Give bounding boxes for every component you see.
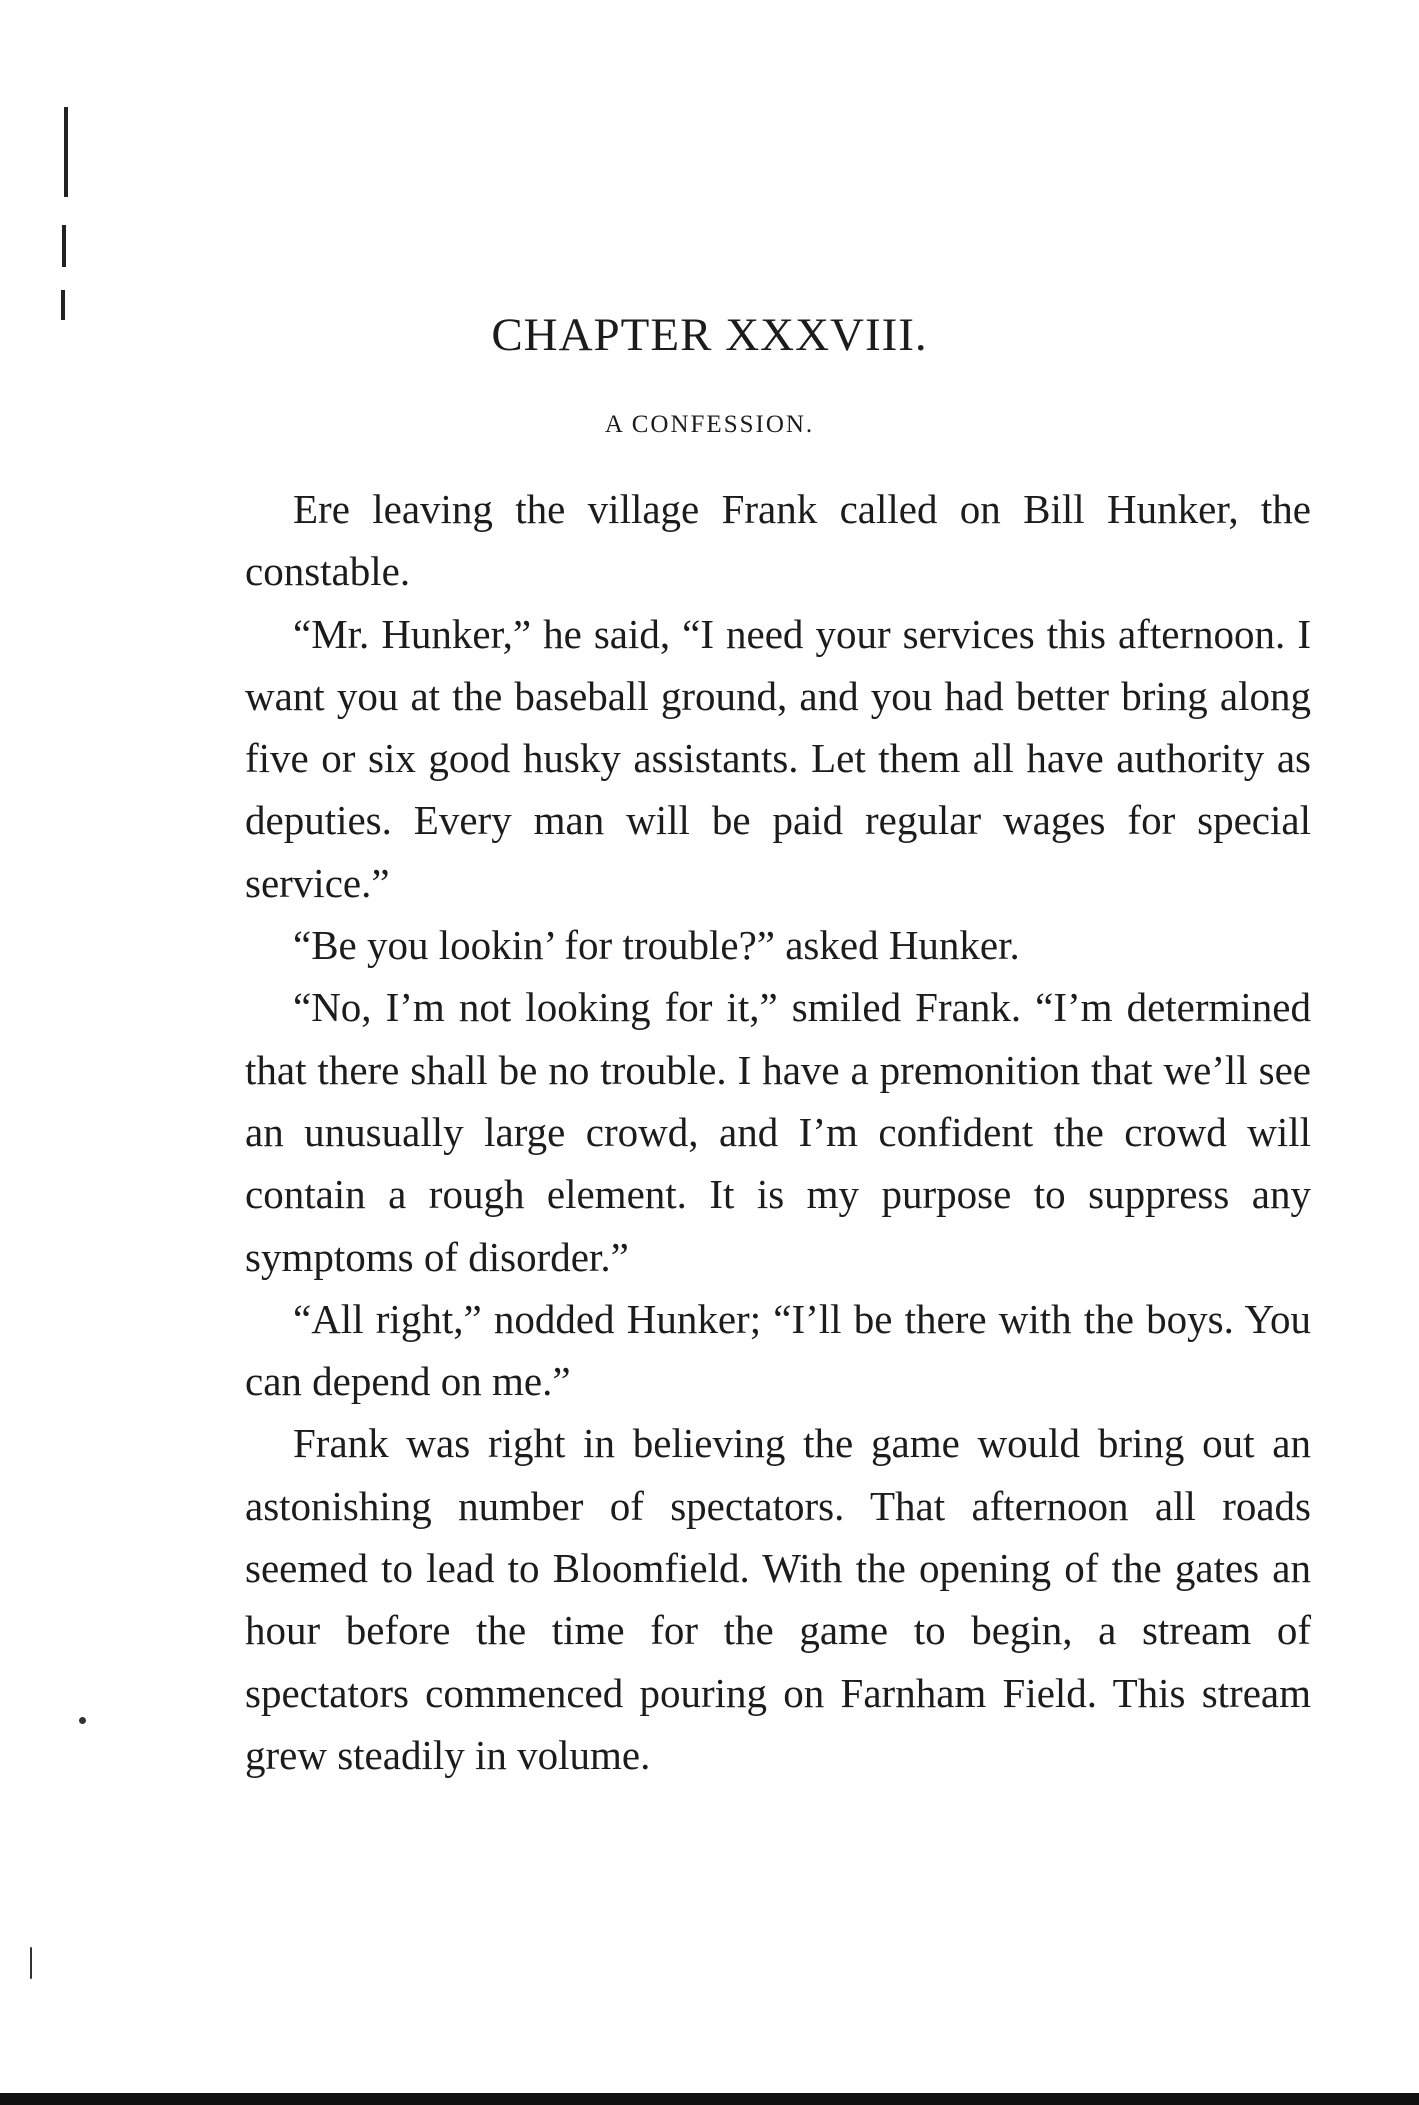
chapter-body <box>245 478 1311 1786</box>
scan-speck <box>30 1947 32 1979</box>
chapter-title: CHAPTER XXXVIII. <box>491 309 928 361</box>
scan-speck <box>79 1717 86 1724</box>
chapter-subtitle: A CONFESSION. <box>604 411 815 438</box>
paragraph: “Mr. Hunker,” he said, “I need your services this afternoon. I want you at the baseball ground, and you had better bring along five or six good husky assistants. Let them all have authority as deputies. Every man will be paid regular wages for special service.” <box>245 610 1311 906</box>
margin-scan-mark <box>64 107 68 197</box>
paragraph: “All right,” nodded Hunker; “I’ll be there with the boys. You can depend on me.” <box>245 1295 1311 1405</box>
margin-scan-mark <box>62 225 66 267</box>
paragraph: “No, I’m not looking for it,” smiled Frank. “I’m determined that there shall be no trouble. I have a premonition that we’ll see an unusually large crowd, and I’m confident the crowd will contain a rough element. It is my purpose to suppress any symptoms of disorder.” <box>245 984 1311 1280</box>
bottom-scan-edge <box>0 2093 1419 2105</box>
paragraph: “Be you lookin’ for trouble?” asked Hunker. <box>293 922 1020 969</box>
paragraph: Frank was right in believing the game would bring out an astonishing number of spectators. That afternoon all roads seemed to lead to Bloomfield. With the opening of the gates an hour before the time for the game to begin, a stream of spectators commenced pouring on Farnham Field. This stream grew steadily in volume. <box>245 1420 1311 1778</box>
paragraph: Ere leaving the village Frank called on Bill Hunker, the constable. <box>245 486 1311 595</box>
